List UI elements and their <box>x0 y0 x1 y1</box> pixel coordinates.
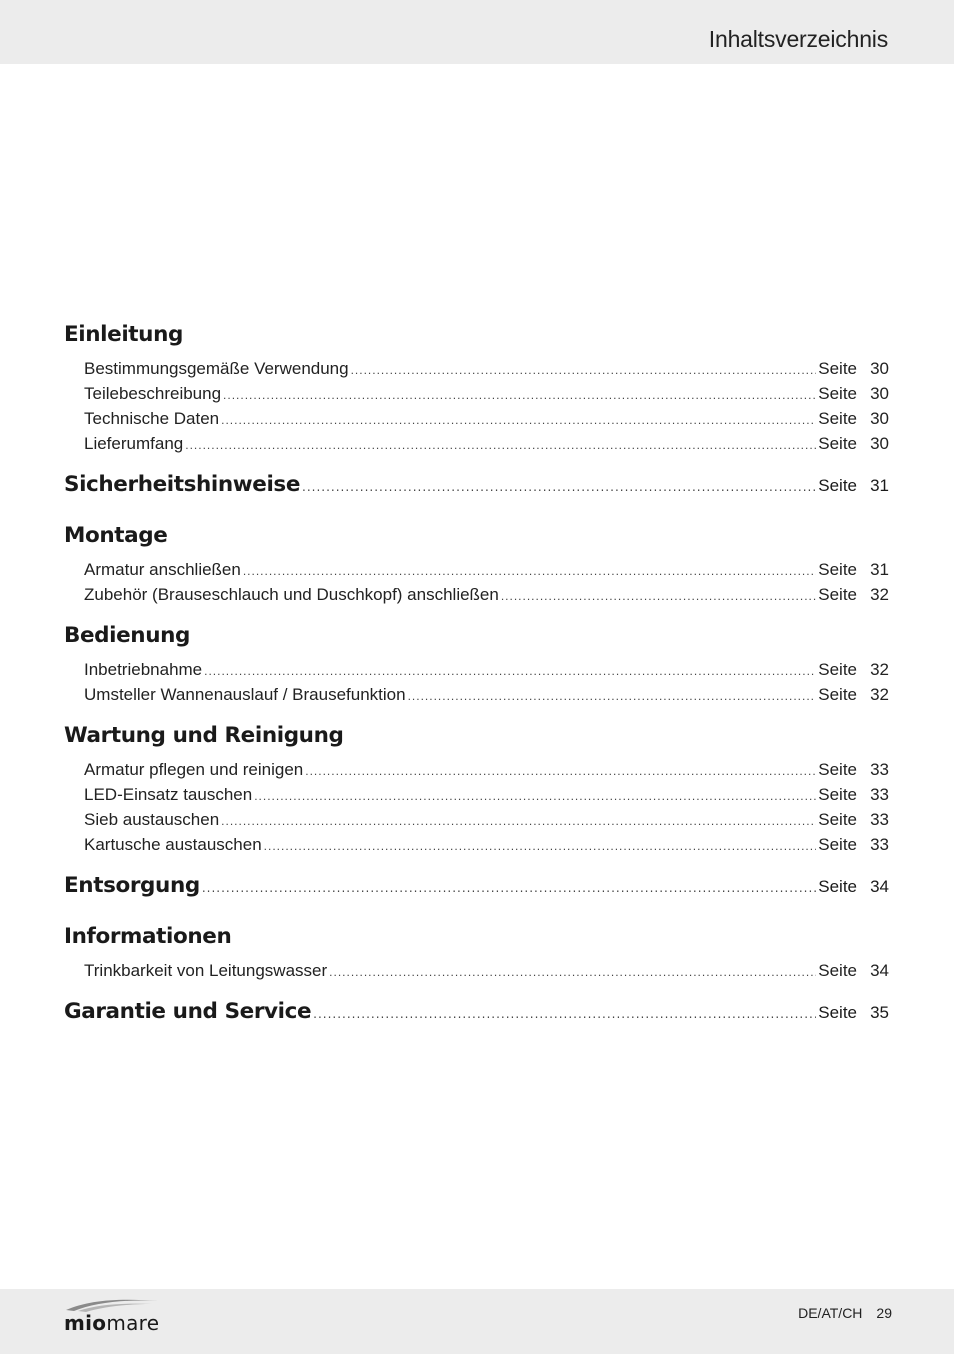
miomare-logo <box>64 1296 174 1336</box>
toc-entry-label: Technische Daten <box>84 409 220 428</box>
page-ref: 30 <box>870 409 889 428</box>
page-label: Seite <box>818 434 857 453</box>
page-ref: 31 <box>870 476 889 495</box>
dot-leader <box>254 789 816 803</box>
dot-leader <box>264 839 817 853</box>
dot-leader <box>501 589 816 603</box>
toc-entry[interactable] <box>64 961 889 986</box>
dot-leader <box>351 363 817 377</box>
toc-section <box>64 523 889 610</box>
page-ref: 32 <box>870 685 889 704</box>
page-ref: 33 <box>870 785 889 804</box>
dot-leader <box>185 438 816 452</box>
toc-section-title: Montage <box>64 523 168 548</box>
toc-entry[interactable] <box>64 785 889 810</box>
footer-info <box>798 1305 892 1321</box>
toc-section-heading[interactable] <box>64 723 889 760</box>
toc-section-heading[interactable] <box>64 523 889 560</box>
toc-entry[interactable] <box>64 359 889 384</box>
page-label: Seite <box>818 685 857 704</box>
dot-leader <box>408 689 817 703</box>
toc-section <box>64 472 889 510</box>
toc-entry-label: Inbetriebnahme <box>84 660 203 679</box>
page-label: Seite <box>818 359 857 378</box>
toc-entry-label: Teilebeschreibung <box>84 384 222 403</box>
toc-entry-label: LED-Einsatz tauschen <box>84 785 253 804</box>
dot-leader <box>305 764 816 778</box>
toc-entry-label: Zubehör (Brauseschlauch und Duschkopf) anschließen <box>84 585 499 604</box>
toc-section <box>64 999 889 1037</box>
dot-leader <box>243 564 816 578</box>
dot-leader <box>221 413 816 427</box>
toc-entry-label: Kartusche austauschen <box>84 835 262 854</box>
toc-entry-label: Bestimmungsgemäße Verwendung <box>84 359 349 378</box>
page-ref: 30 <box>870 434 889 453</box>
page-ref: 33 <box>870 835 889 854</box>
page-label: Seite <box>818 585 857 604</box>
toc-section-title: Sicherheitshinweise <box>64 472 300 497</box>
logo-wordmark <box>64 1311 159 1335</box>
toc-section <box>64 623 889 710</box>
toc-section-heading[interactable] <box>64 924 889 961</box>
page-label: Seite <box>818 961 857 980</box>
dot-leader <box>329 965 816 979</box>
page-label: Seite <box>818 384 857 403</box>
page-ref: 32 <box>870 585 889 604</box>
table-of-contents <box>64 322 889 1037</box>
toc-entry[interactable] <box>64 660 889 685</box>
toc-entry-label: Sieb austauschen <box>84 810 220 829</box>
page-label: Seite <box>818 560 857 579</box>
toc-section <box>64 723 889 860</box>
toc-section-title: Entsorgung <box>64 873 200 898</box>
toc-section-title: Einleitung <box>64 322 183 347</box>
page-ref: 34 <box>870 961 889 980</box>
toc-entry-label: Trinkbarkeit von Leitungswasser <box>84 961 328 980</box>
page-ref: 35 <box>870 1003 889 1022</box>
toc-section-title: Wartung und Reinigung <box>64 723 344 748</box>
page-label: Seite <box>818 1003 857 1022</box>
toc-entry[interactable] <box>64 560 889 585</box>
toc-entry-label: Lieferumfang <box>84 434 184 453</box>
toc-entry-label: Umsteller Wannenauslauf / Brausefunktion <box>84 685 406 704</box>
page-label: Seite <box>818 877 857 896</box>
toc-section <box>64 873 889 911</box>
dot-leader <box>313 1007 816 1021</box>
toc-entry[interactable] <box>64 384 889 409</box>
dot-leader <box>221 814 816 828</box>
page-ref: 34 <box>870 877 889 896</box>
page-ref: 30 <box>870 359 889 378</box>
toc-entry-label: Armatur anschließen <box>84 560 241 579</box>
page-label: Seite <box>818 835 857 854</box>
toc-section-heading[interactable] <box>64 322 889 359</box>
page-ref: 31 <box>870 560 889 579</box>
toc-entry[interactable] <box>64 434 889 459</box>
dot-leader <box>223 388 816 402</box>
page-label: Seite <box>818 476 857 495</box>
toc-section-title: Bedienung <box>64 623 191 648</box>
page-label: Seite <box>818 760 857 779</box>
toc-entry[interactable] <box>64 409 889 434</box>
toc-entry[interactable] <box>64 585 889 610</box>
page-label: Seite <box>818 409 857 428</box>
toc-section-heading[interactable] <box>64 623 889 660</box>
toc-section-title: Garantie und Service <box>64 999 312 1024</box>
toc-section-title: Informationen <box>64 924 232 949</box>
dot-leader <box>302 480 816 494</box>
page-ref: 30 <box>870 384 889 403</box>
page-label: Seite <box>818 660 857 679</box>
page-title: Inhaltsverzeichnis <box>708 26 888 52</box>
dot-leader <box>202 881 816 895</box>
page-label: Seite <box>818 810 857 829</box>
page-ref: 32 <box>870 660 889 679</box>
region-code: DE/AT/CH <box>798 1305 863 1321</box>
toc-section-heading[interactable] <box>64 999 889 1037</box>
toc-entry[interactable] <box>64 760 889 785</box>
toc-entry[interactable] <box>64 835 889 860</box>
page-ref: 33 <box>870 760 889 779</box>
toc-entry[interactable] <box>64 810 889 835</box>
logo-wordmark-bold: mio <box>64 1311 107 1335</box>
toc-section <box>64 322 889 459</box>
page-ref: 33 <box>870 810 889 829</box>
toc-section-heading[interactable] <box>64 472 889 510</box>
dot-leader <box>204 664 816 678</box>
toc-entry[interactable] <box>64 685 889 710</box>
toc-entry-label: Armatur pflegen und reinigen <box>84 760 304 779</box>
toc-section-heading[interactable] <box>64 873 889 911</box>
page-label: Seite <box>818 785 857 804</box>
page-number: 29 <box>876 1305 892 1321</box>
logo-wordmark-light: mare <box>106 1311 160 1335</box>
toc-section <box>64 924 889 986</box>
